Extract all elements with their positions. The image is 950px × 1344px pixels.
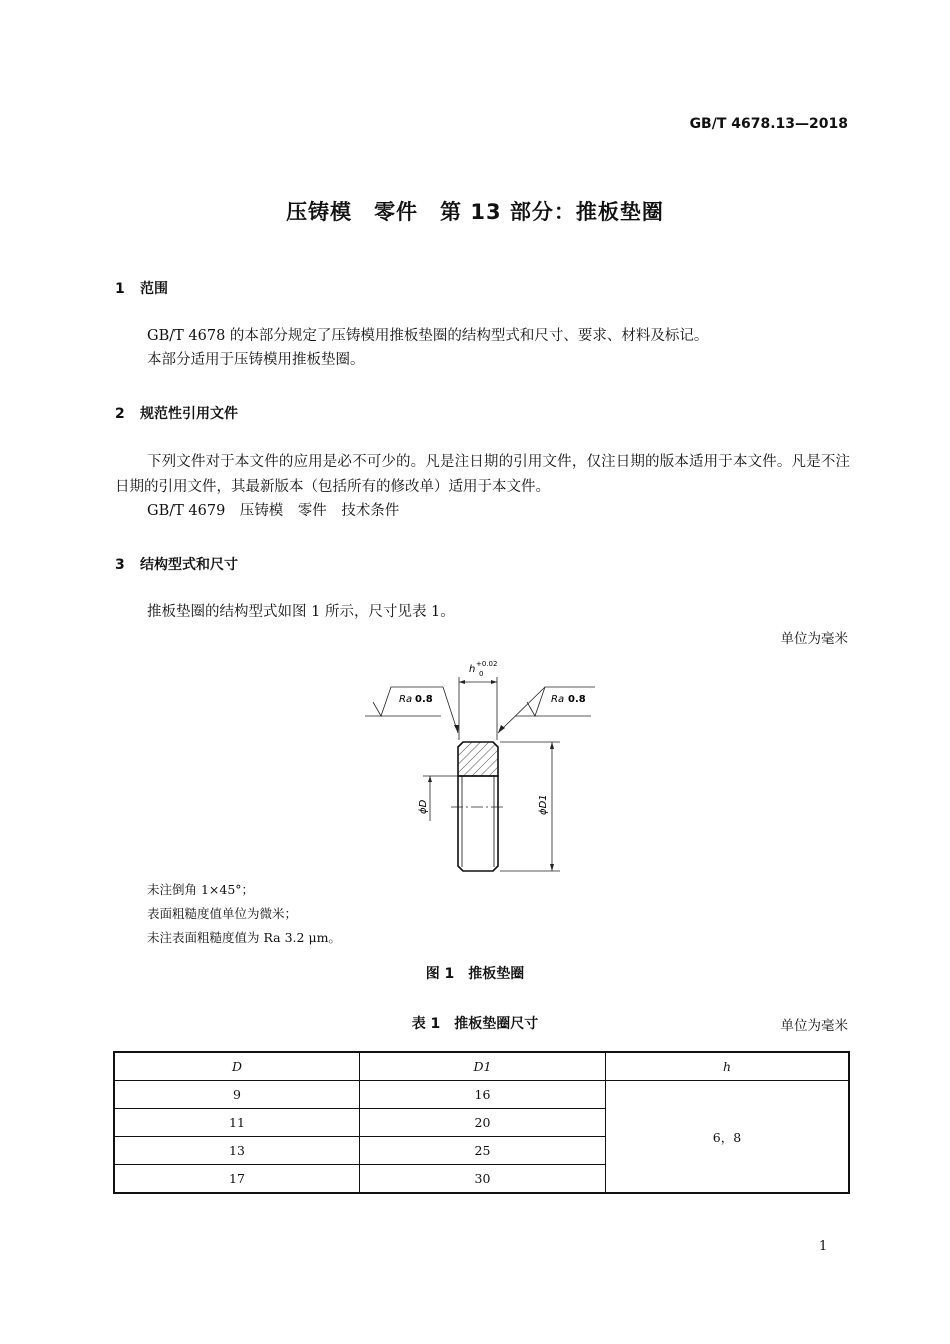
roughness-value: 0.8	[568, 694, 586, 705]
roughness-value: 0.8	[415, 694, 433, 705]
roughness-symbol-left	[365, 687, 459, 733]
paragraph: 推板垫圈的结构型式如图 1 所示，尺寸见表 1。	[147, 604, 455, 620]
figure-note: 未注表面粗糙度值为 Ra 3.2 μm。	[147, 930, 341, 945]
document-title: 压铸模 零件 第 13 部分：推板垫圈	[286, 200, 664, 224]
table-header-row	[114, 1052, 849, 1081]
unit-label: 单位为毫米	[780, 631, 848, 647]
column-header-d: D	[114, 1052, 360, 1081]
column-header-h: h	[606, 1052, 850, 1081]
table-cell: 30	[360, 1165, 606, 1194]
phi-d-dimension	[418, 776, 457, 821]
table-cell: 13	[114, 1137, 360, 1165]
paragraph: GB/T 4678 的本部分规定了压铸模用推板垫圈的结构型式和尺寸、要求、材料及标记。	[147, 328, 709, 344]
section-2-heading	[115, 403, 238, 423]
table-row	[114, 1081, 849, 1109]
h-value-cell: 6，8	[606, 1081, 850, 1194]
h-label: h	[469, 664, 476, 675]
table-caption: 表 1 推板垫圈尺寸	[411, 1016, 539, 1032]
standard-number: GB/T 4678.13—2018	[689, 116, 848, 132]
section-number: 3	[115, 557, 125, 573]
section-1-heading	[115, 278, 168, 298]
section-number: 1	[115, 281, 125, 297]
paragraph: 下列文件对于本文件的应用是必不可少的。凡是注日期的引用文件，仅注日期的版本适用于本文件。凡是不注日期的引用文件，其最新版本（包括所有的修改单）适用于本文件。	[115, 454, 850, 495]
section-title: 规范性引用文件	[140, 406, 238, 422]
phi-d1-dimension	[500, 742, 560, 871]
paragraph: 本部分适用于压铸模用推板垫圈。	[147, 352, 365, 368]
roughness-symbol-right	[498, 687, 595, 733]
phi-d-label: ϕD	[418, 799, 429, 814]
section-number: 2	[115, 406, 125, 422]
h-tolerance-lower: 0	[479, 670, 484, 678]
column-header-d1: D1	[360, 1052, 606, 1081]
phi-d1-label: ϕD1	[538, 794, 549, 815]
h-dimension	[459, 660, 497, 740]
section-title: 范围	[140, 281, 168, 297]
roughness-prefix: Ra	[399, 694, 413, 705]
page-number: 1	[819, 1239, 828, 1254]
paragraph: GB/T 4679 压铸模 零件 技术条件	[147, 503, 400, 519]
figure-note: 未注倒角 1×45°；	[147, 882, 255, 897]
table-unit-label: 单位为毫米	[780, 1018, 848, 1034]
figure-caption: 图 1 推板垫圈	[425, 966, 525, 982]
dimension-table	[113, 1051, 850, 1194]
table-cell: 20	[360, 1109, 606, 1137]
h-tolerance-upper: +0.02	[476, 660, 498, 668]
table-cell: 11	[114, 1109, 360, 1137]
washer-section	[451, 742, 505, 871]
figure-note: 表面粗糙度值单位为微米；	[147, 906, 298, 921]
section-title: 结构型式和尺寸	[140, 557, 238, 573]
table-cell: 25	[360, 1137, 606, 1165]
roughness-prefix: Ra	[551, 694, 565, 705]
table-cell: 9	[114, 1081, 360, 1109]
table-cell: 17	[114, 1165, 360, 1194]
table-cell: 16	[360, 1081, 606, 1109]
section-3-heading	[115, 554, 238, 574]
washer-drawing	[355, 655, 605, 880]
